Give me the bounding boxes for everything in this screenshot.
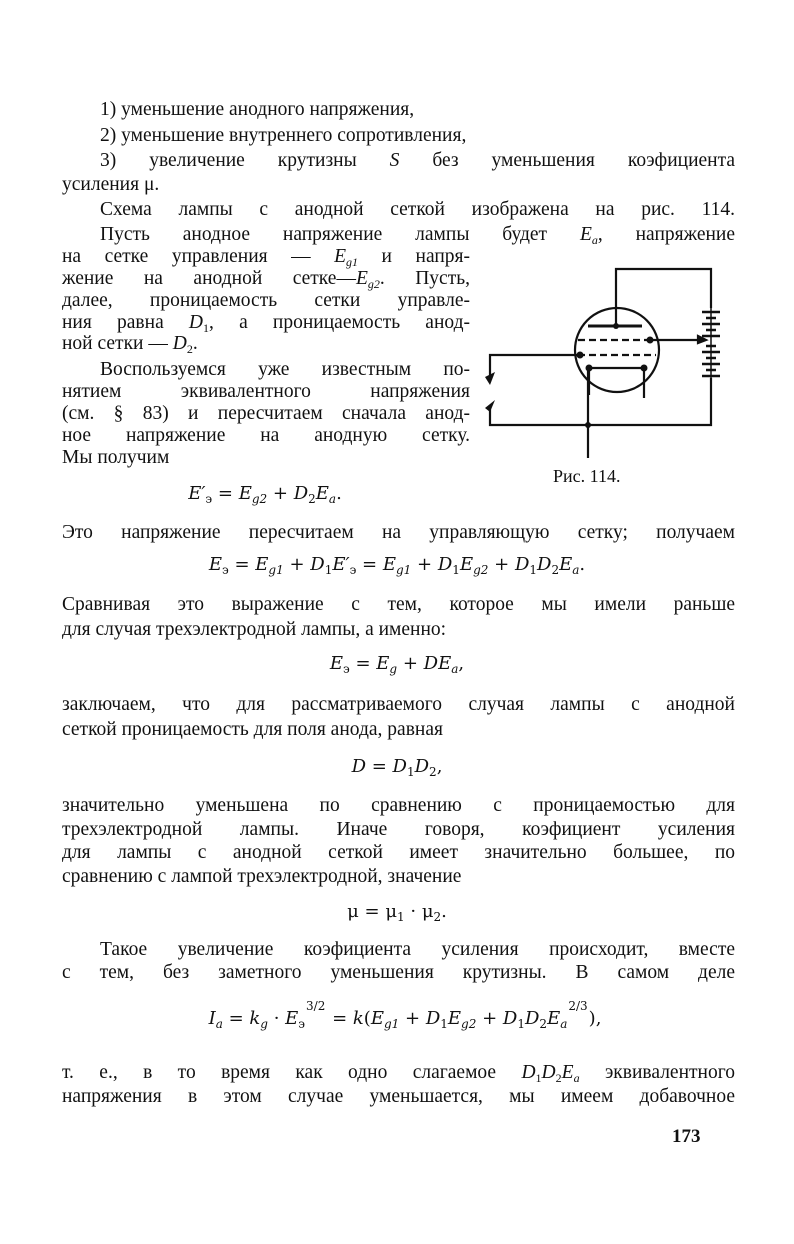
math-subscript: э xyxy=(349,563,357,577)
math-symbol: D xyxy=(351,756,367,777)
junction-dots xyxy=(485,323,654,428)
anode-wire xyxy=(616,269,711,326)
math-symbol: E xyxy=(382,554,396,575)
paragraph-line: значительно уменьшена по сравнению с проницаемостью для xyxy=(62,795,735,816)
control-grid-wire xyxy=(490,355,580,377)
list-item-2: 2) уменьшение внутреннего сопротивления, xyxy=(100,125,467,146)
math-subscript: a xyxy=(328,492,337,506)
math-subscript: э xyxy=(222,563,229,577)
math-symbol: E xyxy=(208,554,223,575)
text-segment: · μ xyxy=(404,901,434,922)
list-item-3-cont: усиления μ. xyxy=(62,174,160,195)
text-segment: Пусть анодное напряжение лампы будет xyxy=(100,224,580,245)
math-subscript: a xyxy=(215,1017,223,1031)
ground-wire xyxy=(490,378,711,425)
paragraph-line: Схема лампы с анодной сеткой изображена на рис. 114. xyxy=(100,199,735,220)
text-segment: + xyxy=(267,483,294,504)
figure-caption: Рис. 114. xyxy=(553,466,621,486)
paragraph-line: Воспользуемся уже известным по- xyxy=(100,359,470,380)
math-symbol: D xyxy=(437,554,453,575)
math-symbol: E xyxy=(315,483,329,504)
paragraph-line xyxy=(62,332,470,356)
math-symbol: E xyxy=(329,653,344,674)
math-subscript: g1 xyxy=(346,255,359,269)
math-symbol: D xyxy=(188,312,204,333)
text-segment: = xyxy=(366,756,393,777)
math-symbol: E′ xyxy=(332,554,350,575)
paragraph-line: заключаем, что для рассматриваемого случая лампы с анодной xyxy=(62,694,735,715)
math-symbol: E xyxy=(285,1008,299,1029)
vacuum-tube-circuit-diagram xyxy=(470,250,740,465)
math-subscript: g2 xyxy=(367,277,380,291)
paragraph-line xyxy=(62,1061,735,1085)
text-segment: ной сетки — xyxy=(62,333,173,354)
math-subscript: g xyxy=(389,662,398,676)
fraction-exponent: 3/2 xyxy=(306,999,326,1013)
paragraph-line xyxy=(100,223,735,247)
math-symbol: E xyxy=(376,653,390,674)
math-symbol: E′ xyxy=(188,483,206,504)
text-segment: . xyxy=(192,333,198,354)
math-subscript: 1 xyxy=(324,563,333,577)
math-subscript: э xyxy=(343,662,350,676)
text-segment: на сетке управления — xyxy=(62,246,335,267)
paragraph-line: напряжения в этом случае уменьшается, мы имеем добавочное xyxy=(62,1086,735,1107)
math-symbol: E xyxy=(238,483,252,504)
text-segment: , xyxy=(436,756,443,777)
text-segment: = xyxy=(228,554,256,575)
math-symbol: E xyxy=(559,554,573,575)
formula-equivalent-voltage-anode-grid xyxy=(188,479,342,509)
math-symbol: E xyxy=(370,1008,384,1029)
formula-anode-current xyxy=(209,1000,602,1030)
text-segment: ( xyxy=(363,1008,371,1029)
math-symbol: D xyxy=(414,756,430,777)
text-segment: , напряжение xyxy=(597,224,735,245)
page-number: 173 xyxy=(672,1126,701,1147)
text-segment: = xyxy=(356,554,383,575)
math-symbol: D xyxy=(524,1008,540,1029)
math-subscript: 1 xyxy=(397,910,405,924)
math-subscript: 2 xyxy=(551,563,560,577)
paragraph-line: Мы получим xyxy=(62,447,170,468)
math-subscript: 1 xyxy=(529,563,538,577)
math-symbol: D xyxy=(521,1062,536,1083)
math-subscript: э xyxy=(205,492,213,506)
paragraph-line: нятием эквивалентного напряжения xyxy=(62,381,470,402)
paragraph-line: (см. § 83) и пересчитаем сначала анод- xyxy=(62,403,470,424)
text-segment: , xyxy=(458,653,465,674)
math-symbol: E xyxy=(334,246,347,267)
text-segment: + xyxy=(283,554,311,575)
text-segment: жение на анодной сетке— xyxy=(62,268,356,289)
math-symbol: D xyxy=(502,1008,518,1029)
math-symbol: k xyxy=(352,1008,364,1029)
text-segment: эквивалентного xyxy=(579,1062,735,1083)
text-segment: . xyxy=(336,483,342,504)
text-segment: + xyxy=(397,653,424,674)
math-subscript: 2 xyxy=(539,1017,548,1031)
math-symbol: I xyxy=(208,1008,216,1029)
math-subscript: a xyxy=(591,233,598,247)
math-subscript: 1 xyxy=(535,1071,542,1085)
text-segment: . xyxy=(441,901,447,922)
math-symbol: S xyxy=(389,150,400,171)
list-item-1: 1) уменьшение анодного напряжения, xyxy=(100,99,415,120)
math-subscript: a xyxy=(451,662,459,676)
formula-permeability xyxy=(352,752,443,782)
math-symbol: E xyxy=(355,268,368,289)
math-subscript: g xyxy=(260,1017,268,1031)
math-symbol: D xyxy=(310,554,325,575)
math-symbol: E xyxy=(561,1062,574,1083)
math-subscript: 2 xyxy=(433,910,442,924)
battery-icon xyxy=(702,308,720,378)
text-segment: ), xyxy=(588,1008,602,1029)
math-symbol: E xyxy=(447,1008,462,1029)
math-symbol: D xyxy=(541,1062,556,1083)
text-segment: + xyxy=(399,1008,426,1029)
math-subscript: 1 xyxy=(406,765,415,779)
text-segment: = xyxy=(349,653,377,674)
text-segment: , а проницаемость анод- xyxy=(209,312,470,333)
math-subscript: 1 xyxy=(517,1017,525,1031)
math-symbol: D xyxy=(172,333,187,354)
math-symbol: k xyxy=(249,1008,261,1029)
paragraph-line: далее, проницаемость сетки управле- xyxy=(62,290,470,311)
math-subscript: 1 xyxy=(440,1017,448,1031)
math-symbol: E xyxy=(255,554,269,575)
fraction-exponent: 2/3 xyxy=(568,999,588,1013)
math-subscript: э xyxy=(298,1017,306,1031)
list-item-3 xyxy=(100,149,735,173)
math-subscript: 1 xyxy=(203,321,210,335)
text-segment: = xyxy=(212,483,239,504)
math-subscript: g1 xyxy=(268,563,284,577)
math-subscript: a xyxy=(560,1017,568,1031)
math-subscript: 2 xyxy=(308,492,316,506)
text-segment: 3) увеличение крутизны xyxy=(100,150,390,171)
text-segment: μ = μ xyxy=(347,901,398,922)
math-subscript: 2 xyxy=(186,342,193,356)
math-symbol: E xyxy=(459,554,474,575)
math-symbol: D xyxy=(537,554,552,575)
text-segment: ния равна xyxy=(62,312,189,333)
math-subscript: g2 xyxy=(461,1017,477,1031)
formula-amplification xyxy=(347,897,447,927)
text-segment: т. е., в то время как одно слагаемое xyxy=(62,1062,522,1083)
paragraph-line: Сравнивая это выражение с тем, которое мы имели раньше xyxy=(62,594,735,615)
math-subscript: a xyxy=(573,1071,580,1085)
math-symbol: DE xyxy=(423,653,452,674)
paragraph-line: для лампы с анодной сеткой имеет значительно большее, по xyxy=(62,842,735,863)
formula-control-grid-voltage xyxy=(209,550,585,580)
math-subscript: g1 xyxy=(396,563,412,577)
math-subscript: 2 xyxy=(429,765,437,779)
cathode-filament xyxy=(589,368,644,398)
math-symbol: D xyxy=(392,756,407,777)
text-segment: = xyxy=(222,1008,250,1029)
math-subscript: g2 xyxy=(251,492,268,506)
math-subscript: 2 xyxy=(555,1071,562,1085)
paragraph-line: с тем, без заметного уменьшения крутизны. В самом деле xyxy=(62,962,735,983)
text-segment: + xyxy=(488,554,515,575)
math-subscript: g1 xyxy=(383,1017,400,1031)
text-segment: и напря- xyxy=(358,246,470,267)
text-segment: · xyxy=(267,1008,286,1029)
text-segment: = xyxy=(326,1008,353,1029)
text-segment: без уменьшения коэфициента xyxy=(399,150,736,171)
text-segment: + xyxy=(411,554,438,575)
paragraph-line: Такое увеличение коэфициента усиления происходит, вместе xyxy=(100,939,735,960)
formula-triode-voltage xyxy=(330,649,464,679)
paragraph-line: сеткой проницаемость для поля анода, равная xyxy=(62,719,443,740)
text-segment: . Пусть, xyxy=(379,268,470,289)
math-subscript: g2 xyxy=(473,563,489,577)
paragraph-line: Это напряжение пересчитаем на управляющую сетку; получаем xyxy=(62,522,735,543)
paragraph-line xyxy=(62,267,470,291)
paragraph-line xyxy=(62,245,470,269)
text-segment: . xyxy=(579,554,586,575)
math-symbol: D xyxy=(514,554,530,575)
paragraph-line: трехэлектродной лампы. Иначе говоря, коэфициент усиления xyxy=(62,819,735,840)
paragraph-line: ное напряжение на анодную сетку. xyxy=(62,425,470,446)
math-subscript: 1 xyxy=(452,563,460,577)
text-segment: + xyxy=(476,1008,503,1029)
math-symbol: D xyxy=(293,483,309,504)
math-symbol: E xyxy=(579,224,592,245)
paragraph-line: для случая трехэлектродной лампы, а именно: xyxy=(62,619,447,640)
math-symbol: D xyxy=(425,1008,441,1029)
math-symbol: E xyxy=(547,1008,561,1029)
paragraph-line: сравнению с лампой трехэлектродной, значение xyxy=(62,866,462,887)
math-subscript: a xyxy=(572,563,580,577)
